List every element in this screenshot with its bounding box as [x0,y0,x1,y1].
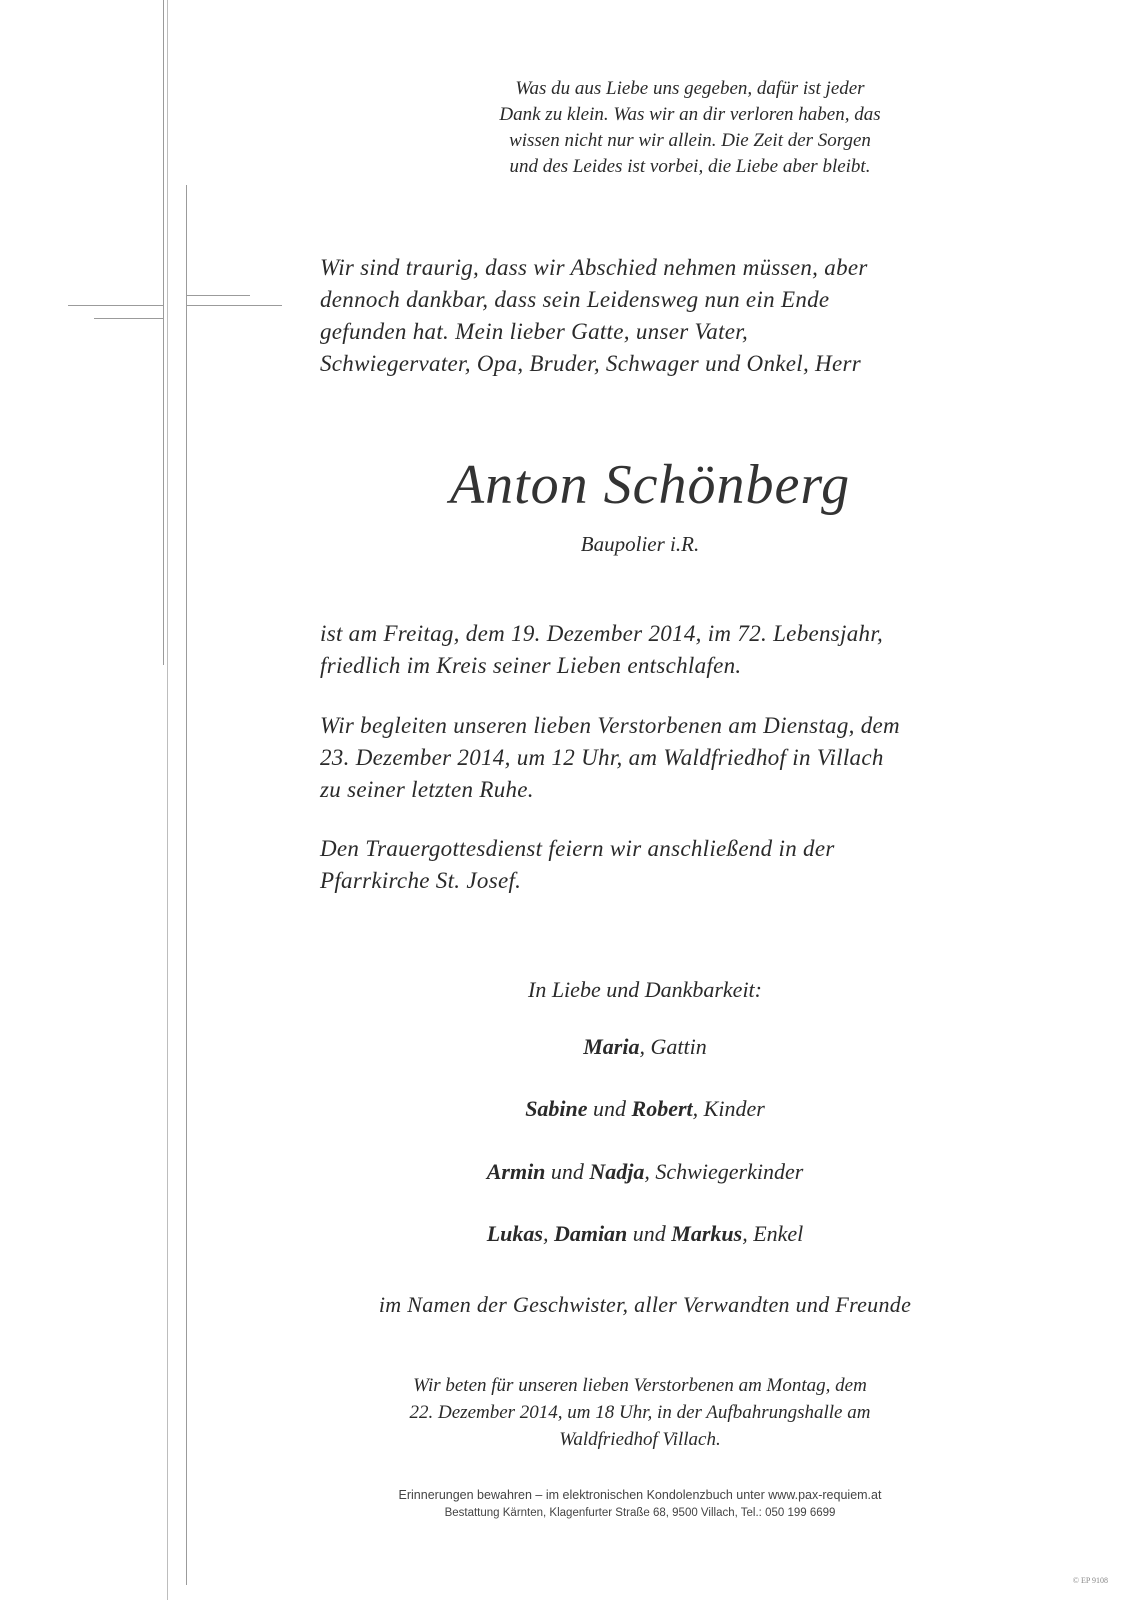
intro-paragraph: Wir sind traurig, dass wir Abschied nehmen müssen, aber dennoch dankbar, dass sein Leidensweg nun ein Ende gefunden hat. Mein lieber Gatte, unser Vater, Schwiegervater, Opa, Bruder, Schwager und Onkel, Herr [320,255,868,376]
left-border-line [167,0,168,1600]
burial-paragraph: Wir begleiten unseren lieben Verstorbenen am Dienstag, dem 23. Dezember 2014, um 12 Uhr, am Waldfriedhof in Villach zu seiner letzten Ruhe. [320,713,900,802]
others-line: im Namen der Geschwister, aller Verwandten und Freunde [378,1292,912,1317]
deceased-title: Baupolier i.R. [580,532,700,556]
mourner-grandchildren: Lukas, Damian und Markus, Enkel [486,1221,804,1246]
mourner-children: Sabine und Robert, Kinder [525,1096,765,1121]
mourner-wife: Maria, Gattin [583,1034,707,1059]
footer-condolence-line: Erinnerungen bewahren – im elektronischen Kondolenzbuch unter www.pax-requiem.at [398,1488,882,1502]
print-code: © EP 9108 [1072,1576,1108,1585]
service-paragraph: Den Trauergottesdienst feiern wir anschließend in der Pfarrkirche St. Josef. [320,836,835,893]
thanks-heading: In Liebe und Dankbarkeit: [528,977,762,1002]
death-notice-paragraph: ist am Freitag, dem 19. Dezember 2014, im 72. Lebensjahr, friedlich im Kreis seiner Lieben entschlafen. [320,621,884,678]
prayer-paragraph: Wir beten für unseren lieben Verstorbenen am Montag, dem 22. Dezember 2014, um 18 Uhr, in der Aufbahrungshalle am Waldfriedhof Villach. [409,1375,871,1450]
deceased-name: Anton Schönberg [449,454,851,516]
mourner-in-laws: Armin und Nadja, Schwiegerkinder [486,1159,804,1184]
memorial-quote: Was du aus Liebe uns gegeben, dafür ist jeder Dank zu klein. Was wir an dir verloren haben, das wissen nicht nur wir allein. Die Zeit der Sorgen und des Leides ist vorbei, die Liebe aber bleibt. [499,78,881,177]
cross-icon [0,0,300,700]
footer-address-line: Bestattung Kärnten, Klagenfurter Straße 68, 9500 Villach, Tel.: 050 199 6699 [444,1507,836,1519]
